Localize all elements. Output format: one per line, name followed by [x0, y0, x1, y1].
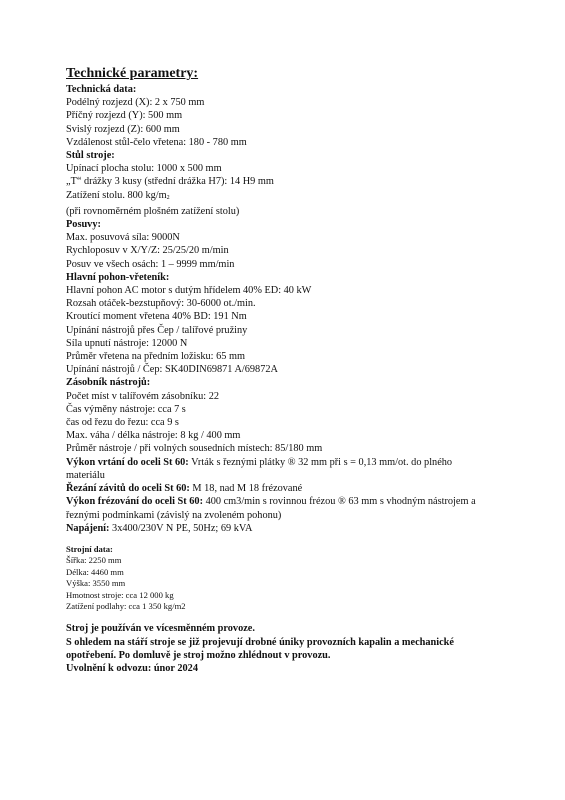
- spec-line: Délka: 4460 mm: [66, 566, 124, 577]
- spec-line: Hmotnost stroje: cca 12 000 kg: [66, 589, 174, 600]
- threading-label: Řezání závitů do oceli St 60:: [66, 483, 190, 495]
- section-heading: Strojní data:: [66, 543, 113, 554]
- spec-line: čas od řezu do řezu: cca 9 s: [66, 417, 179, 429]
- note-line: opotřebení. Po domluvě je stroj možno zhlédnout v provozu.: [66, 649, 331, 661]
- drilling-label: Výkon vrtání do oceli St 60:: [66, 456, 189, 468]
- spacer: [66, 612, 536, 622]
- spec-line: „T“ drážky 3 kusy (střední drážka H7): 14 H9 mm: [66, 176, 274, 188]
- section-performance: [66, 456, 536, 535]
- spec-line: Upínací plocha stolu: 1000 x 500 mm: [66, 163, 222, 175]
- spec-line: Průměr nástroje / při volných sousedních místech: 85/180 mm: [66, 443, 323, 455]
- note-line: Uvolnění k odvozu: únor 2024: [66, 662, 198, 674]
- spec-line: Hlavní pohon AC motor s dutým hřídelem 40% ED: 40 kW: [66, 285, 312, 297]
- section-technical-data: [66, 83, 536, 149]
- section-machine-data: [66, 544, 536, 612]
- spec-line: Šířka: 2250 mm: [66, 555, 122, 566]
- spec-line: Upínání nástrojů / Čep: SK40DIN69871 A/69872A: [66, 364, 278, 376]
- spec-line: Počet míst v talířovém zásobníku: 22: [66, 390, 220, 402]
- milling-text: 400 cm3/min s rovinnou frézou ® 63 mm s vhodným nástrojem a: [203, 496, 476, 508]
- spec-line: Posuv ve všech osách: 1 – 9999 mm/min: [66, 258, 235, 270]
- power-text: 3x400/230V N PE, 50Hz; 69 kVA: [109, 522, 253, 534]
- spec-line: Max. posuvová síla: 9000N: [66, 232, 180, 244]
- drilling-line: [66, 456, 536, 469]
- section-notes: [66, 622, 536, 675]
- section-heading: Technická data:: [66, 84, 137, 95]
- document-page: [66, 66, 536, 675]
- section-tool-magazine: [66, 376, 536, 455]
- table-load-sub: 2: [166, 194, 170, 201]
- table-load-text: Zatížení stolu. 800 kg/m: [66, 189, 167, 201]
- spec-line: Podélný rozjezd (X): 2 x 750 mm: [66, 97, 205, 109]
- threading-line: [66, 482, 536, 495]
- section-feeds: [66, 218, 536, 271]
- spec-line: Kroutící moment vřetena 40% BD: 191 Nm: [66, 311, 247, 323]
- spec-note: (při rovnoměrném plošném zatížení stolu): [66, 205, 240, 217]
- spec-line: Zatížení podlahy: cca 1 350 kg/m2: [66, 600, 186, 611]
- note-line: Stroj je používán ve vícesměnném provoze.: [66, 623, 255, 635]
- section-spindle: [66, 271, 536, 377]
- spec-line: Max. váha / délka nástroje: 8 kg / 400 mm: [66, 430, 241, 442]
- section-heading: Zásobník nástrojů:: [66, 377, 151, 389]
- section-heading: Hlavní pohon-vřeteník:: [66, 271, 170, 283]
- milling-line-cont: řeznými podmínkami (závislý na zvoleném pohonu): [66, 509, 282, 521]
- section-machine-table: [66, 149, 536, 218]
- power-label: Napájení:: [66, 522, 110, 534]
- spec-line: Rychloposuv v X/Y/Z: 25/25/20 m/min: [66, 245, 229, 257]
- spec-line: Vzdálenost stůl-čelo vřetena: 180 - 780 mm: [66, 136, 247, 148]
- spec-line: Rozsah otáček-bezstupňový: 30-6000 ot./min.: [66, 298, 256, 310]
- drilling-line-cont: materiálu: [66, 469, 105, 481]
- page-title: Technické parametry:: [66, 66, 199, 81]
- spec-line: Síla upnutí nástroje: 12000 N: [66, 337, 188, 349]
- milling-line: [66, 495, 536, 508]
- spec-line: Svislý rozjezd (Z): 600 mm: [66, 123, 180, 135]
- drilling-text: Vrták s řeznými plátky ® 32 mm při s = 0,13 mm/ot. do plného: [188, 456, 453, 468]
- threading-text: M 18, nad M 18 frézované: [189, 483, 303, 495]
- note-line: S ohledem na stáří stroje se již projevují drobné úniky provozních kapalin a mechanické: [66, 636, 454, 648]
- spec-line: Upínání nástrojů přes Čep / talířové pružiny: [66, 324, 248, 336]
- spec-line: Čas výměny nástroje: cca 7 s: [66, 403, 186, 415]
- power-line: [66, 522, 536, 535]
- spec-line-load: [66, 189, 536, 205]
- milling-label: Výkon frézování do oceli St 60:: [66, 496, 203, 508]
- spacer: [66, 535, 536, 544]
- spec-line: Výška: 3550 mm: [66, 578, 126, 589]
- spec-line: Průměr vřetena na předním ložisku: 65 mm: [66, 351, 246, 363]
- section-heading: Posuvy:: [66, 219, 101, 231]
- spec-line: Příčný rozjezd (Y): 500 mm: [66, 110, 183, 122]
- section-heading: Stůl stroje:: [66, 150, 115, 162]
